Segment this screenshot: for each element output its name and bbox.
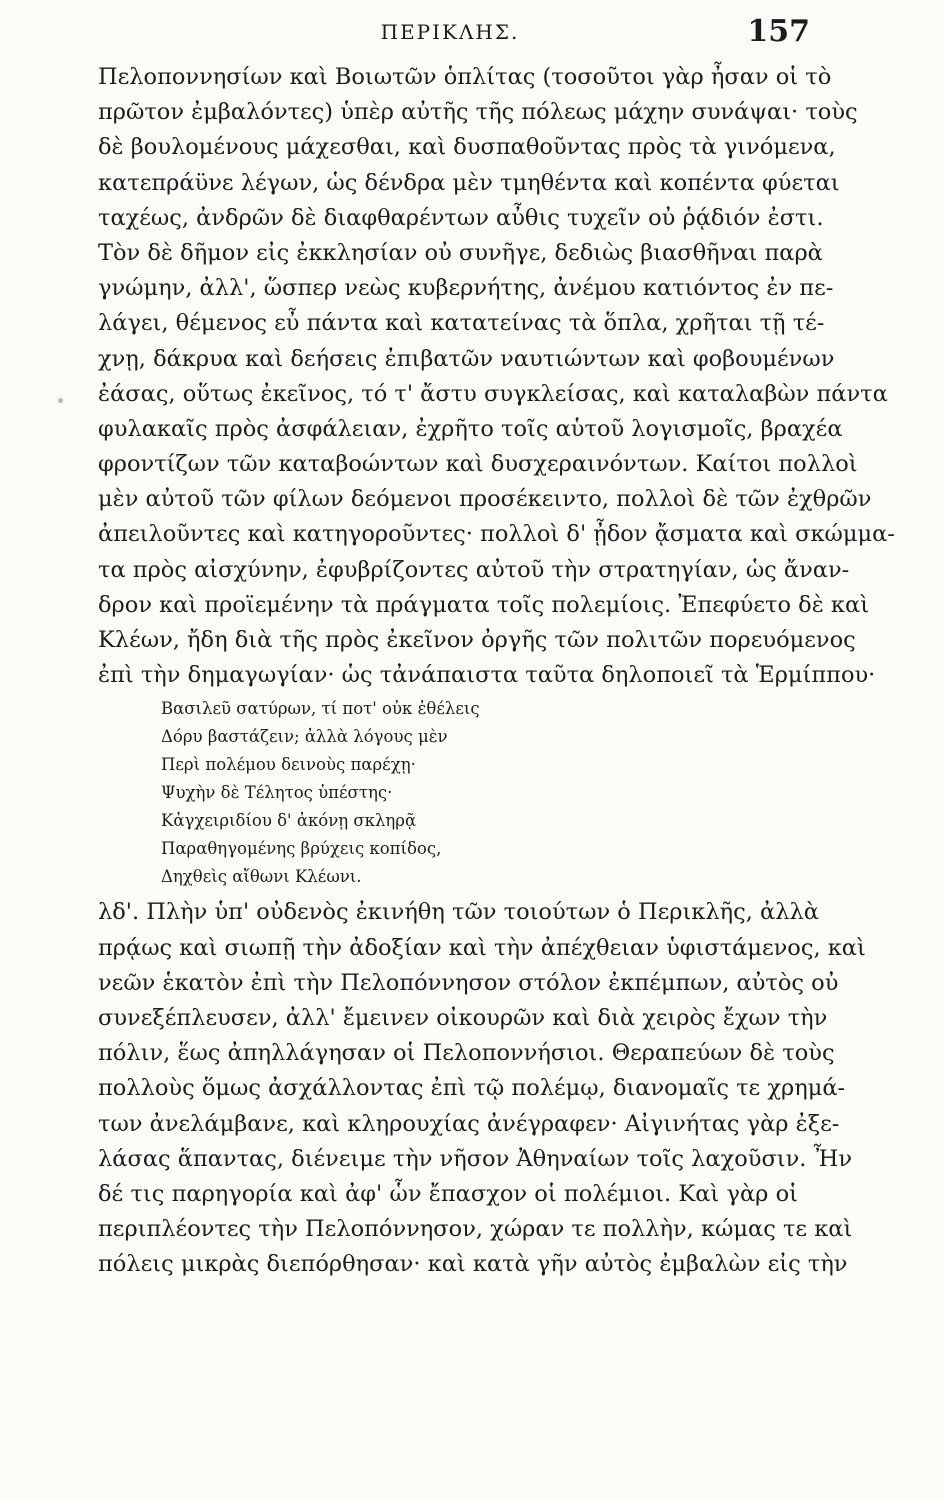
text-line: Κλέων, ἤδη διὰ τῆς πρὸς ἐκεῖνον ὀργῆς τῶν πολιτῶν πορευόμενος xyxy=(98,627,856,653)
text-line: τα πρὸς αἰσχύνην, ἐφυβρίζοντες αὐτοῦ τὴν στρατηγίαν, ὡς ἄναν- xyxy=(98,556,850,583)
text-line: των ἀνελάμβανε, καὶ κληρουχίας ἀνέγραφεν· Αἰγινήτας γὰρ ἐξε- xyxy=(98,1110,840,1137)
text-line: δὲ βουλομένους μάχεσθαι, καὶ δυσπαθοῦντας πρὸς τὰ γινόμενα, xyxy=(98,134,836,161)
verse-line: Κἀγχειριδίου δ' ἀκόνῃ σκληρᾷ xyxy=(161,811,417,831)
verse-line: Δηχθεὶς αἴθωνι Κλέωνι. xyxy=(161,867,362,887)
text-line: γνώμην, ἀλλ', ὥσπερ νεὼς κυβερνήτης, ἀνέμου κατιόντος ἐν πε- xyxy=(98,275,834,302)
text-line: νεῶν ἑκατὸν ἐπὶ τὴν Πελοπόννησον στόλον ἐκπέμπων, αὐτὸς οὐ xyxy=(98,969,839,996)
text-line: πρῶτον ἐμβαλόντες) ὑπὲρ αὐτῆς τῆς πόλεως μάχην συνάψαι· τοὺς xyxy=(98,99,858,126)
text-line: χνῃ, δάκρυα καὶ δεήσεις ἐπιβατῶν ναυτιώντων καὶ φοβουμένων xyxy=(98,345,835,372)
text-line: πρᾴως καὶ σιωπῇ τὴν ἀδοξίαν καὶ τὴν ἀπέχθειαν ὑφιστάμενος, καὶ xyxy=(98,934,866,961)
text-line: δέ τις παρηγορία καὶ ἀφ' ὧν ἔπασχον οἱ πολέμιοι. Καὶ γὰρ οἱ xyxy=(98,1180,798,1207)
page-number: 157 xyxy=(747,14,810,49)
text-line: πολλοὺς ὅμως ἀσχάλλοντας ἐπὶ τῷ πολέμῳ, διανομαῖς τε χρημά- xyxy=(98,1075,846,1102)
text-line: πόλιν, ἕως ἀπηλλάγησαν οἱ Πελοποννήσιοι. Θεραπεύων δὲ τοὺς xyxy=(98,1040,835,1067)
text-line: λάσας ἅπαντας, διένειμε τὴν νῆσον Ἀθηναίων τοῖς λαχοῦσιν. Ἦν xyxy=(98,1145,852,1172)
text-line: ἐπὶ τὴν δημαγωγίαν· ὡς τἀνάπαιστα ταῦτα δηλοποιεῖ τὰ Ἑρμίππου· xyxy=(98,662,876,689)
text-line: φυλακαῖς πρὸς ἀσφάλειαν, ἐχρῆτο τοῖς αὑτοῦ λογισμοῖς, βραχέα xyxy=(98,415,843,442)
running-title: ΠΕΡΙΚΛΗΣ. xyxy=(380,20,520,44)
verse-line: Ψυχὴν δὲ Τέλητος ὑπέστης· xyxy=(161,783,393,803)
verse-line: Δόρυ βαστάζειν; ἀλλὰ λόγους μὲν xyxy=(161,727,448,747)
text-line: πόλεις μικρὰς διεπόρθησαν· καὶ κατὰ γῆν αὐτὸς ἐμβαλὼν εἰς τὴν xyxy=(98,1251,848,1278)
text-line: μὲν αὐτοῦ τῶν φίλων δεόμενοι προσέκειντο, πολλοὶ δὲ τῶν ἐχθρῶν xyxy=(98,486,872,513)
text-line: φροντίζων τῶν καταβοώντων καὶ δυσχεραινόντων. Καίτοι πολλοὶ xyxy=(98,451,858,478)
text-line: Τὸν δὲ δῆμον εἰς ἐκκλησίαν οὐ συνῆγε, δεδιὼς βιασθῆναι παρὰ xyxy=(98,239,823,266)
text-line: περιπλέοντες τὴν Πελοπόννησον, χώραν τε πολλὴν, κώμας τε καὶ xyxy=(98,1216,853,1243)
text-line: δρον καὶ προϊεμένην τὰ πράγματα τοῖς πολεμίοις. Ἐπεφύετο δὲ καὶ xyxy=(98,591,870,618)
text-line: συνεξέπλευσεν, ἀλλ' ἔμεινεν οἰκουρῶν καὶ διὰ χειρὸς ἔχων τὴν xyxy=(98,1004,828,1031)
text-line: ἀπειλοῦντες καὶ κατηγοροῦντες· πολλοὶ δ' ᾖδον ᾄσματα καὶ σκώμμα- xyxy=(98,521,895,548)
text-line: ταχέως, ἀνδρῶν δὲ διαφθαρέντων αὖθις τυχεῖν οὐ ῥᾴδιόν ἐστι. xyxy=(98,204,824,231)
stray-mark xyxy=(58,398,63,403)
body-text xyxy=(98,60,895,1282)
text-line: Πελοποννησίων καὶ Βοιωτῶν ὁπλίτας (τοσοῦτοι γὰρ ἦσαν οἱ τὸ xyxy=(98,64,832,90)
verse-line: Παραθηγομένης βρύχεις κοπίδος, xyxy=(161,839,442,859)
verse-line: Περὶ πολέμου δεινοὺς παρέχῃ· xyxy=(161,755,416,775)
text-line: λδ'. Πλὴν ὑπ' οὐδενὸς ἐκινήθη τῶν τοιούτων ὁ Περικλῆς, ἀλλὰ xyxy=(98,899,819,926)
verse-quotation xyxy=(98,695,798,891)
verse-line: Βασιλεῦ σατύρων, τί ποτ' οὐκ ἐθέλεις xyxy=(161,699,480,719)
text-line: κατεπράϋνε λέγων, ὡς δένδρα μὲν τμηθέντα καὶ κοπέντα φύεται xyxy=(98,169,840,196)
running-head xyxy=(100,14,810,54)
paragraph-1 xyxy=(98,60,895,693)
paragraph-2 xyxy=(98,895,866,1282)
text-line: λάγει, θέμενος εὖ πάντα καὶ κατατείνας τὰ ὅπλα, χρῆται τῇ τέ- xyxy=(98,310,825,337)
text-line: ἐάσας, οὕτως ἐκεῖνος, τό τ' ἄστυ συγκλείσας, καὶ καταλαβὼν πάντα xyxy=(98,380,888,407)
